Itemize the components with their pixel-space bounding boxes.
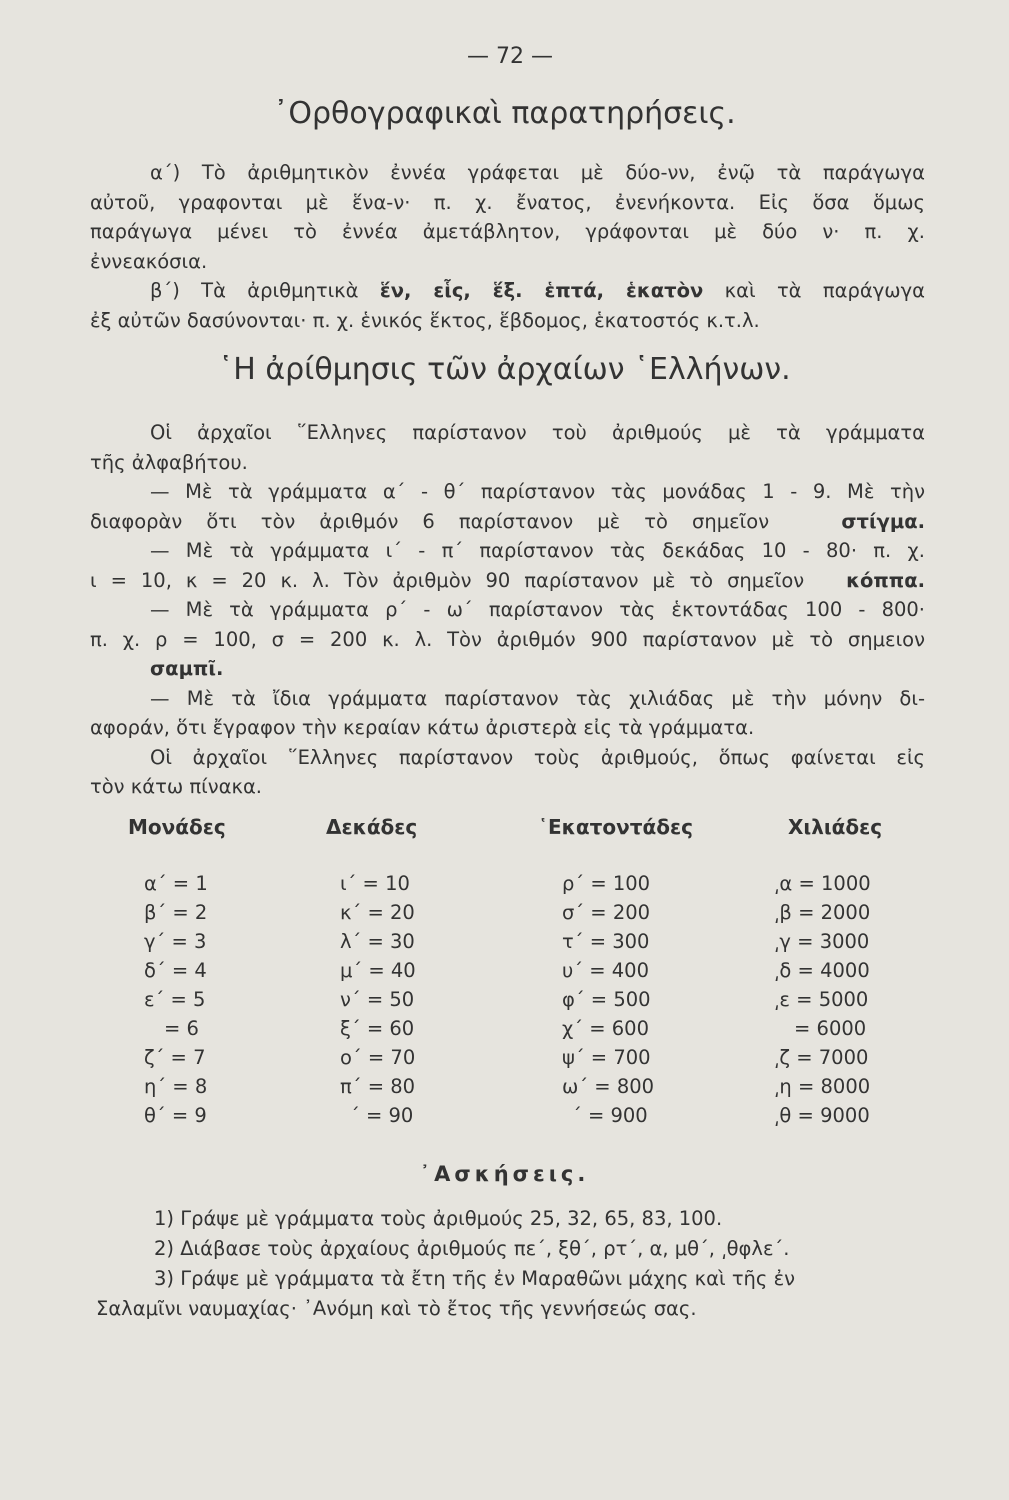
tens-column [326, 815, 418, 1127]
text-line: αφοράν, ὅτι ἔγραφον τὴν κεραίαν κάτω ἀριστερὰ εἰς τὰ γράμματα. [90, 716, 755, 739]
text-line: ἐννεακόσια. [90, 249, 208, 273]
thousands-row: ͵δ = 4000 [774, 959, 870, 982]
text-line: ἐξ αὐτῶν δασύνονται· π. χ. ἑνικός ἕκτος, ἕβδομος, ἑκατοστός κ.τ.λ. [90, 308, 760, 332]
term-sampi: σαμπῖ. [150, 657, 224, 680]
text-fragment: β΄) Τὰ ἀριθμητικὰ [150, 279, 359, 302]
section-title-orthography: ᾿Ορθογραφικαὶ παρατηρήσεις. [273, 96, 736, 131]
text-fragment: διαφορὰν ὅτι τὸν ἀριθμόν 6 παρίστανον μὲ τὸ σημεῖον [90, 509, 770, 533]
thousands-row: ͵α = 1000 [774, 872, 871, 895]
thousands-row: ͵θ = 9000 [774, 1104, 870, 1127]
exercises-title: ᾿Ασκήσεις. [419, 1162, 590, 1186]
numeration-text [90, 418, 925, 802]
thousands-row: ͵γ = 3000 [774, 930, 870, 953]
tens-header: Δεκάδες [326, 815, 418, 839]
thousands-header: Χιλιάδες [788, 815, 883, 839]
hundreds-row: ΄ = 900 [572, 1104, 648, 1127]
tens-row: μ΄ = 40 [340, 959, 416, 982]
exercises-list [96, 1204, 921, 1324]
text-line: τῆς ἀλφαβήτου. [90, 450, 248, 474]
thousands-row: ͵β = 2000 [774, 901, 871, 924]
hundreds-row: υ΄ = 400 [562, 959, 649, 982]
text-line: α΄) Τὸ ἀριθμητικὸν ἐννέα γράφεται μὲ δύο-νν, ἐνῷ τὰ παράγωγα [150, 161, 925, 184]
tens-row: ΄ = 90 [350, 1104, 414, 1127]
units-row: = 6 [164, 1017, 199, 1040]
text-line: π. χ. ρ = 100, σ = 200 κ. λ. Τὸν ἀριθμόν 900 παρίστανον μὲ τὸ σημειον [90, 627, 925, 651]
hundreds-row: τ΄ = 300 [562, 930, 650, 953]
text-line [90, 276, 925, 306]
hundreds-row: φ΄ = 500 [562, 988, 651, 1011]
text-line: Οἱ ἀρχαῖοι ῞Ελληνες παρίστανον τοὺς ἀριθμούς, ὅπως φαίνεται εἰς [150, 745, 925, 769]
text-line: Οἱ ἀρχαῖοι ῞Ελληνες παρίστανον τοὺ ἀριθμούς μὲ τὰ γράμματα [150, 421, 925, 444]
term-koppa: κόππα. [846, 568, 925, 592]
tens-row: π΄ = 80 [340, 1075, 416, 1098]
tens-row: ι΄ = 10 [340, 872, 410, 895]
units-row: η΄ = 8 [144, 1075, 208, 1098]
exercise-item: 3) Γράψε μὲ γράμματα τὰ ἔτη τῆς ἐν Μαραθῶνι μάχης καὶ τῆς ἐν [154, 1267, 795, 1290]
units-row: ζ΄ = 7 [144, 1046, 206, 1069]
text-fragment: καὶ τὰ παράγωγα [724, 279, 925, 302]
units-row: ε΄ = 5 [144, 988, 206, 1011]
thousands-column [774, 815, 883, 1127]
tens-row: λ΄ = 30 [340, 930, 415, 953]
bold-numerals: ἕν, εἷς, ἕξ. ἑπτά, ἑκατὸν [379, 279, 704, 302]
hundreds-row: ω΄ = 800 [562, 1075, 655, 1098]
page-number: — 72 — [467, 44, 553, 69]
tens-row: ο΄ = 70 [340, 1046, 416, 1069]
section-title-numeration: ῾Η ἀρίθμησις τῶν ἀρχαίων ῾Ελλήνων. [218, 352, 791, 387]
hundreds-row: ρ΄ = 100 [562, 872, 651, 895]
hundreds-row: ψ΄ = 700 [562, 1046, 651, 1069]
text-line: — Μὲ τὰ γράμματα ι΄ - π΄ παρίστανον τὰς δεκάδας 10 - 80· π. χ. [150, 539, 925, 562]
exercise-item: 1) Γράψε μὲ γράμματα τοὺς ἀριθμούς 25, 32, 65, 83, 100. [154, 1207, 723, 1230]
units-column [128, 815, 226, 1127]
thousands-row: ͵ε = 5000 [774, 988, 869, 1011]
term-stigma: στίγμα. [841, 509, 925, 533]
hundreds-row: χ΄ = 600 [562, 1017, 649, 1040]
thousands-row: ͵ζ = 7000 [774, 1046, 869, 1069]
text-line: — Μὲ τὰ ἴδια γράμματα παρίστανον τὰς χιλιάδας μὲ τὴν μόνην δι- [150, 686, 925, 710]
units-row: β΄ = 2 [144, 901, 208, 924]
text-fragment: ι = 10, κ = 20 κ. λ. Τὸν ἀριθμὸν 90 παρίστανον μὲ τὸ σημεῖον [90, 568, 805, 592]
units-row: θ΄ = 9 [144, 1104, 207, 1127]
hundreds-row: σ΄ = 200 [562, 901, 651, 924]
tens-row: κ΄ = 20 [340, 901, 415, 924]
text-line: τὸν κάτω πίνακα. [90, 775, 263, 798]
tens-row: ν΄ = 50 [340, 988, 415, 1011]
text-line [90, 507, 925, 537]
units-row: γ΄ = 3 [144, 930, 207, 953]
paragraph-b [90, 276, 925, 335]
exercise-item: 2) Διάβασε τοὺς ἀρχαίους ἀριθμούς πε΄, ξθ΄, ρτ΄, α, μθ΄, ͵θφλε΄. [154, 1237, 790, 1260]
text-line [90, 566, 925, 596]
tens-row: ξ΄ = 60 [340, 1017, 415, 1040]
units-header: Μονάδες [128, 815, 226, 839]
units-row: δ΄ = 4 [144, 959, 207, 982]
text-line: αὐτοῦ, γραφονται μὲ ἕνα-ν· π. χ. ἔνατος, ἐνενήκοντα. Εἰς ὅσα ὅμως [90, 190, 925, 214]
units-row: α΄ = 1 [144, 872, 208, 895]
exercise-item: Σαλαμῖνι ναυμαχίας· ᾿Ανόμη καὶ τὸ ἔτος τῆς γεννήσεώς σας. [96, 1297, 697, 1320]
hundreds-column [538, 815, 693, 1127]
text-line: — Μὲ τὰ γράμματα α΄ - θ΄ παρίστανον τὰς μονάδας 1 - 9. Μὲ τὴν [150, 480, 925, 503]
text-line: — Μὲ τὰ γράμματα ρ΄ - ω΄ παρίστανον τὰς ἑκτοντάδας 100 - 800· [150, 598, 925, 621]
text-line: παράγωγα μένει τὸ ἐννέα ἀμετάβλητον, γράφονται μὲ δύο ν· π. χ. [90, 220, 925, 243]
hundreds-header: ῾Εκατοντάδες [538, 815, 693, 839]
thousands-row: ͵η = 8000 [774, 1075, 871, 1098]
thousands-row: = 6000 [794, 1017, 867, 1040]
paragraph-a [90, 158, 925, 276]
